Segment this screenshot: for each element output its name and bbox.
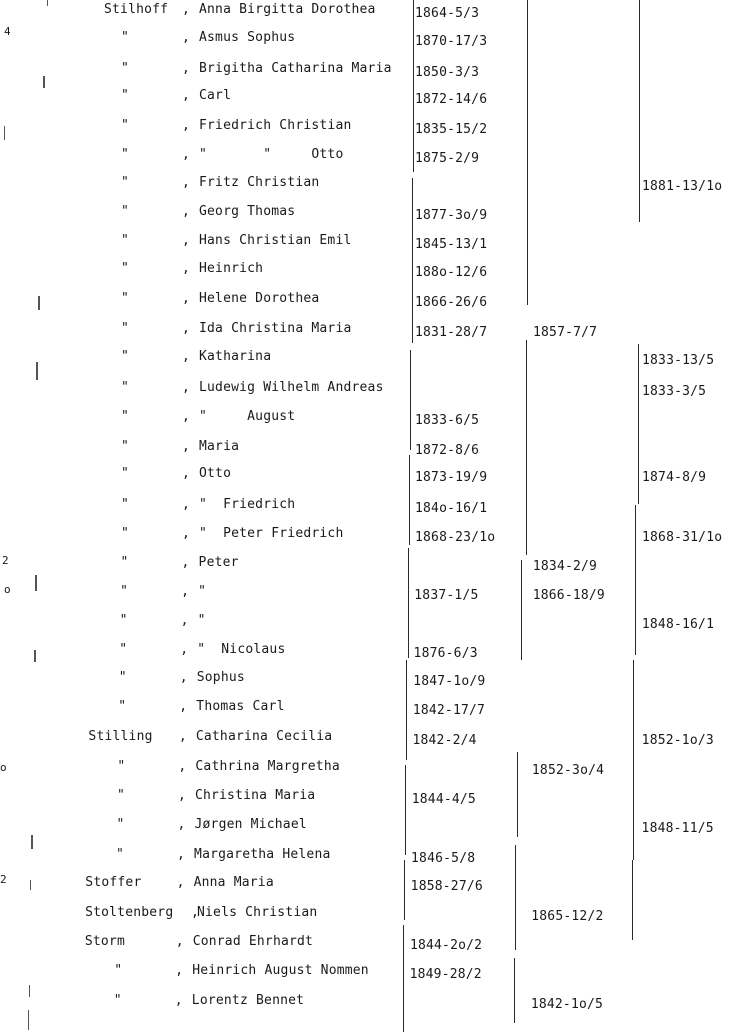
- separator: ,: [178, 759, 187, 774]
- ditto-mark: ": [121, 409, 130, 424]
- scan-speck: [43, 76, 45, 88]
- column-rule: [526, 340, 527, 555]
- column-rule: [412, 178, 413, 343]
- birth-date: 1845-13/1: [415, 237, 488, 252]
- separator: ,: [181, 584, 190, 599]
- given-names: Anna Maria: [193, 875, 274, 890]
- birth-date: 1847-1o/9: [413, 674, 486, 689]
- separator: ,: [182, 261, 191, 276]
- date-column-3: 1852-1o/3: [641, 733, 714, 748]
- given-names: Margaretha Helena: [194, 847, 331, 862]
- given-names: Katharina: [199, 349, 272, 364]
- separator: ,: [182, 233, 191, 248]
- given-names: Heinrich August Nommen: [192, 963, 369, 978]
- given-names: Brigitha Catharina Maria: [199, 61, 392, 76]
- ditto-mark: ": [120, 555, 129, 570]
- birth-date: 1877-3o/9: [415, 208, 488, 223]
- given-names: Conrad Ehrhardt: [192, 934, 314, 949]
- ditto-mark: ": [121, 261, 130, 276]
- date-column-2: 1834-2/9: [532, 559, 598, 574]
- date-column-3: 1848-16/1: [641, 617, 715, 632]
- ditto-mark: ": [117, 759, 126, 774]
- birth-date: 1875-2/9: [415, 151, 480, 166]
- separator: ,: [182, 175, 191, 190]
- birth-date: 1870-17/3: [415, 34, 488, 49]
- birth-date: 1846-5/8: [411, 851, 476, 866]
- date-column-2: 1857-7/7: [533, 325, 598, 340]
- separator: ,: [181, 555, 190, 570]
- birth-date: 1868-23/1o: [415, 530, 496, 545]
- ditto-mark: ": [118, 670, 127, 685]
- ditto-mark: ": [121, 175, 130, 190]
- birth-date: 1876-6/3: [413, 646, 478, 661]
- margin-mark: o: [0, 761, 7, 774]
- birth-date: 1866-26/6: [415, 295, 488, 310]
- surname: Stoltenberg: [85, 905, 174, 920]
- ditto-mark: ": [113, 993, 122, 1008]
- separator: ,: [175, 934, 184, 949]
- given-names: Jørgen Michael: [194, 817, 307, 832]
- date-column-3: 1868-31/1o: [642, 530, 723, 545]
- ditto-mark: ": [121, 118, 130, 133]
- ditto-mark: ": [121, 291, 130, 306]
- given-names: Friedrich Christian: [199, 118, 352, 133]
- given-names: Sophus: [196, 670, 245, 685]
- ditto-mark: ": [121, 321, 130, 336]
- separator: ,: [177, 788, 186, 803]
- scan-speck: [38, 296, 40, 310]
- given-names: Catharina Cecilia: [195, 729, 333, 744]
- ditto-mark: ": [121, 88, 130, 103]
- given-names: " August: [199, 409, 296, 424]
- given-names: Christina Maria: [194, 788, 316, 803]
- column-rule: [413, 0, 414, 172]
- separator: ,: [182, 466, 191, 481]
- birth-date: 1873-19/9: [415, 470, 488, 485]
- scan-speck: [31, 835, 33, 849]
- given-names: Heinrich: [199, 261, 264, 276]
- separator: ,: [182, 61, 191, 76]
- separator: ,: [182, 204, 191, 219]
- date-column-3: 1848-11/5: [641, 821, 714, 836]
- column-rule: [639, 0, 640, 222]
- ditto-mark: ": [114, 963, 123, 978]
- date-column-2: 1866-18/9: [532, 588, 605, 603]
- ditto-mark: ": [121, 380, 130, 395]
- given-names: Cathrina Margretha: [195, 759, 340, 774]
- ditto-mark: ": [121, 526, 130, 541]
- column-rule: [635, 505, 636, 655]
- column-rule: [517, 752, 518, 837]
- scan-speck: [30, 880, 31, 890]
- given-names: Hans Christian Emil: [199, 233, 352, 248]
- column-rule: [521, 560, 522, 660]
- ditto-mark: ": [118, 699, 127, 714]
- scan-speck: [34, 650, 36, 662]
- birth-date: 1842-2/4: [412, 733, 477, 748]
- column-rule: [408, 548, 409, 658]
- birth-date: 1872-14/6: [415, 92, 488, 107]
- date-column-3: 1874-8/9: [642, 470, 707, 485]
- scan-speck: [28, 1010, 29, 1030]
- birth-date: 1844-2o/2: [409, 938, 483, 953]
- given-names: Peter: [198, 555, 239, 570]
- date-column-3: 1881-13/1o: [642, 179, 723, 194]
- birth-date: 1835-15/2: [415, 122, 488, 137]
- column-rule: [404, 860, 405, 920]
- margin-mark: 4: [4, 25, 11, 38]
- birth-date: 1833-6/5: [415, 413, 480, 428]
- ditto-mark: ": [121, 30, 130, 45]
- separator: ,: [182, 321, 191, 336]
- date-column-2: 1865-12/2: [531, 909, 604, 924]
- given-names: Thomas Carl: [196, 699, 285, 714]
- separator: ,: [182, 147, 191, 162]
- date-column-2: 1852-3o/4: [531, 763, 605, 778]
- column-rule: [403, 925, 404, 1032]
- birth-date: 1842-17/7: [412, 703, 486, 718]
- birth-date: 1837-1/5: [414, 588, 479, 603]
- given-names: Helene Dorothea: [199, 291, 320, 306]
- column-rule: [527, 0, 528, 305]
- column-rule: [638, 344, 639, 504]
- given-names: Lorentz Bennet: [191, 993, 305, 1008]
- birth-date: 1858-27/6: [410, 879, 483, 894]
- given-names: Anna Birgitta Dorothea: [199, 2, 376, 17]
- birth-date: 1831-28/7: [415, 325, 488, 340]
- ditto-mark: ": [119, 642, 128, 657]
- separator: ,: [174, 993, 183, 1008]
- given-names: Maria: [199, 439, 240, 454]
- column-rule: [514, 958, 515, 1023]
- surname: Storm: [84, 934, 125, 949]
- separator: ,: [176, 875, 185, 890]
- column-rule: [515, 845, 516, 950]
- given-names: ": [198, 584, 207, 599]
- given-names: " " Otto: [199, 147, 344, 162]
- separator: ,: [182, 409, 191, 424]
- surname: Stilhoff: [104, 2, 169, 17]
- margin-mark: o: [4, 583, 11, 596]
- date-column-3: 1833-13/5: [642, 353, 715, 368]
- scan-speck: [47, 0, 48, 6]
- separator: ,: [182, 291, 191, 306]
- separator: ,: [177, 817, 186, 832]
- birth-date: 188o-12/6: [415, 265, 488, 280]
- date-column-3: 1833-3/5: [642, 384, 707, 399]
- scan-speck: [4, 126, 5, 140]
- birth-date: 1872-8/6: [415, 443, 480, 458]
- separator: ,: [177, 847, 186, 862]
- column-rule: [405, 765, 406, 855]
- separator: ,: [179, 699, 188, 714]
- ditto-mark: ": [119, 613, 128, 628]
- ditto-mark: ": [121, 204, 130, 219]
- separator: ,: [182, 380, 191, 395]
- scan-speck: [36, 362, 38, 380]
- surname: Stilling: [88, 729, 153, 744]
- given-names: Carl: [199, 88, 232, 103]
- ditto-mark: ": [120, 584, 129, 599]
- ditto-mark: ": [121, 349, 130, 364]
- separator: ,: [182, 526, 191, 541]
- given-names: Ludewig Wilhelm Andreas: [199, 380, 384, 395]
- column-rule: [409, 455, 410, 545]
- given-names: " Peter Friedrich: [199, 526, 344, 541]
- birth-date: 1849-28/2: [409, 967, 482, 982]
- separator: ,: [182, 439, 191, 454]
- ditto-mark: ": [121, 61, 130, 76]
- birth-date: 1864-5/3: [415, 6, 480, 21]
- separator: ,: [178, 729, 187, 744]
- separator: ,: [175, 963, 184, 978]
- ditto-mark: ": [116, 847, 125, 862]
- date-column-2: 1842-1o/5: [530, 997, 604, 1012]
- ditto-mark: ": [121, 147, 130, 162]
- separator: ,: [180, 642, 189, 657]
- birth-date: 1844-4/5: [411, 792, 476, 807]
- separator: ,: [191, 905, 200, 920]
- separator: ,: [182, 118, 191, 133]
- given-names: Niels Christian: [197, 905, 318, 920]
- scan-speck: [29, 985, 30, 997]
- separator: ,: [182, 349, 191, 364]
- column-rule: [406, 660, 407, 760]
- given-names: Asmus Sophus: [199, 30, 296, 45]
- ditto-mark: ": [121, 497, 130, 512]
- given-names: Ida Christina Maria: [199, 321, 352, 336]
- scan-speck: [35, 575, 37, 591]
- ditto-mark: ": [116, 788, 125, 803]
- ditto-mark: ": [116, 817, 125, 832]
- given-names: Otto: [199, 466, 232, 481]
- column-rule: [410, 350, 411, 450]
- ditto-mark: ": [121, 439, 130, 454]
- separator: ,: [182, 30, 191, 45]
- separator: ,: [182, 497, 191, 512]
- ditto-mark: ": [121, 233, 130, 248]
- column-rule: [633, 660, 634, 860]
- separator: ,: [180, 613, 189, 628]
- column-rule: [632, 860, 633, 940]
- given-names: " Friedrich: [199, 497, 296, 512]
- surname: Stoffer: [85, 875, 142, 890]
- margin-mark: 2: [0, 873, 7, 886]
- given-names: " Nicolaus: [197, 642, 286, 657]
- ditto-mark: ": [121, 466, 130, 481]
- birth-date: 1850-3/3: [415, 65, 480, 80]
- given-names: Fritz Christian: [199, 175, 320, 190]
- separator: ,: [179, 670, 188, 685]
- separator: ,: [182, 2, 191, 17]
- given-names: Georg Thomas: [199, 204, 296, 219]
- margin-mark: 2: [2, 554, 9, 567]
- given-names: ": [197, 613, 206, 628]
- separator: ,: [182, 88, 191, 103]
- birth-date: 184o-16/1: [415, 501, 488, 516]
